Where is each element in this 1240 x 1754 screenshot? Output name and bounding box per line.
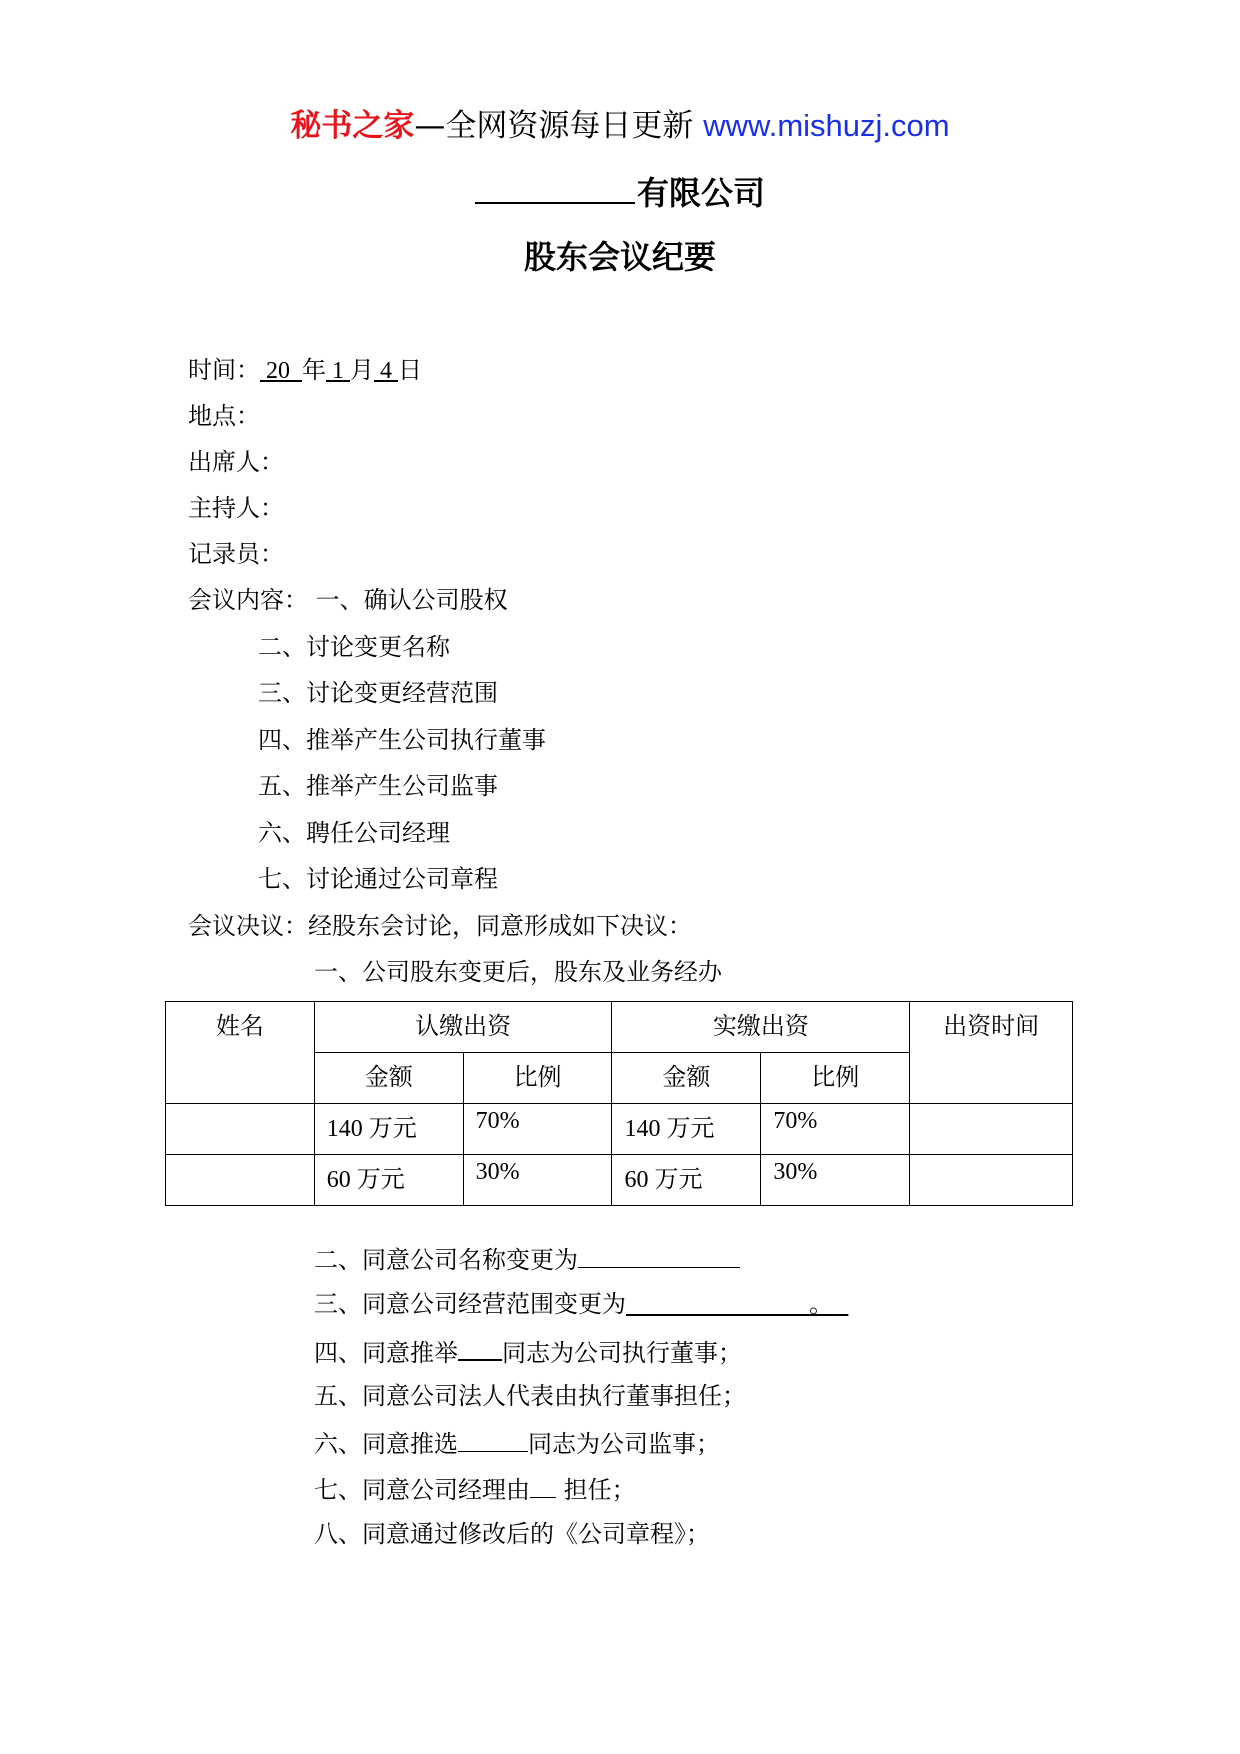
resolution-label: 会议决议：经股东会讨论，同意形成如下决议：	[188, 912, 692, 940]
agenda-item: 三、讨论变更经营范围	[258, 679, 498, 707]
supervisor-blank	[458, 1427, 528, 1452]
decision-8: 八、同意通过修改后的《公司章程》；	[314, 1520, 710, 1548]
agenda-item: 一、确认公司股权	[315, 586, 508, 614]
header-amount: 金额	[612, 1053, 761, 1104]
site-banner	[0, 100, 1240, 145]
scope-blank: 。	[809, 1290, 834, 1318]
decision-7-text: 七、同意公司经理由	[314, 1476, 530, 1504]
brand-name: 秘书之家	[290, 108, 415, 144]
cell-paid-ratio: 70%	[761, 1104, 910, 1155]
cell-paid-amount: 140 万元	[612, 1104, 761, 1155]
banner-tagline: —全网资源每日更新	[414, 108, 704, 144]
cell-sub-amount: 60 万元	[314, 1155, 463, 1206]
header-time: 出资时间	[910, 1002, 1073, 1104]
day-unit: 日	[398, 356, 422, 384]
recorder-label: 记录员：	[188, 540, 284, 568]
day-value: 4	[380, 358, 392, 384]
cell-time	[910, 1155, 1073, 1206]
header-ratio: 比例	[761, 1053, 910, 1104]
company-suffix: 有限公司	[636, 174, 765, 212]
agenda-item: 五、推举产生公司监事	[258, 772, 498, 800]
year-value: 20	[266, 358, 290, 384]
cell-paid-ratio: 30%	[761, 1155, 910, 1206]
cell-sub-ratio: 30%	[463, 1155, 612, 1206]
decision-2-text: 二、同意公司名称变更为	[314, 1246, 578, 1274]
company-name-line	[0, 168, 1240, 214]
header-name: 姓名	[166, 1002, 315, 1104]
site-url[interactable]: www.mishuzj.com	[703, 108, 950, 143]
decision-3	[314, 1289, 848, 1319]
cell-sub-ratio: 70%	[463, 1104, 612, 1155]
decision-6-text-end: 同志为公司监事；	[528, 1430, 720, 1458]
table-row	[166, 1104, 1073, 1155]
document-title: 股东会议纪要	[523, 238, 716, 276]
decision-7	[314, 1473, 636, 1505]
cell-name	[166, 1104, 315, 1155]
director-blank	[458, 1335, 502, 1361]
cell-paid-amount: 60 万元	[612, 1155, 761, 1206]
decision-6	[314, 1427, 720, 1459]
attendees-label: 出席人：	[188, 448, 284, 476]
decision-3-text: 三、同意公司经营范围变更为	[314, 1290, 626, 1318]
month-value: 1	[332, 358, 344, 384]
header-ratio: 比例	[463, 1053, 612, 1104]
decision-7-text-end: 担任；	[556, 1476, 636, 1504]
cell-name	[166, 1155, 315, 1206]
header-subscribed: 认缴出资	[314, 1002, 612, 1053]
table-row	[166, 1155, 1073, 1206]
place-label: 地点：	[188, 402, 260, 430]
new-name-blank	[578, 1243, 740, 1268]
month-unit: 月	[350, 356, 374, 384]
header-paid: 实缴出资	[612, 1002, 910, 1053]
cell-time	[910, 1104, 1073, 1155]
agenda-label: 会议内容：	[188, 586, 308, 614]
time-line	[188, 355, 422, 386]
decision-4	[314, 1335, 742, 1368]
decision-6-text: 六、同意推选	[314, 1430, 458, 1458]
agenda-item: 四、推举产生公司执行董事	[258, 726, 546, 754]
agenda-item: 七、讨论通过公司章程	[258, 865, 498, 893]
decision-2	[314, 1243, 740, 1275]
agenda-item: 二、讨论变更名称	[258, 633, 450, 661]
manager-blank	[530, 1473, 556, 1498]
agenda-line-1	[188, 585, 508, 615]
shareholder-table	[165, 1001, 1073, 1206]
header-amount: 金额	[314, 1053, 463, 1104]
resolution-first: 一、公司股东变更后，股东及业务经办	[314, 958, 722, 986]
decision-4-text-end: 同志为公司执行董事；	[502, 1339, 742, 1367]
host-label: 主持人：	[188, 494, 284, 522]
time-label: 时间：	[188, 356, 260, 384]
decision-5: 五、同意公司法人代表由执行董事担任；	[314, 1382, 746, 1410]
agenda-item: 六、聘任公司经理	[258, 819, 450, 847]
year-unit: 年	[302, 356, 326, 384]
cell-sub-amount: 140 万元	[314, 1104, 463, 1155]
decision-4-text: 四、同意推举	[314, 1339, 458, 1367]
company-name-blank	[475, 172, 635, 204]
